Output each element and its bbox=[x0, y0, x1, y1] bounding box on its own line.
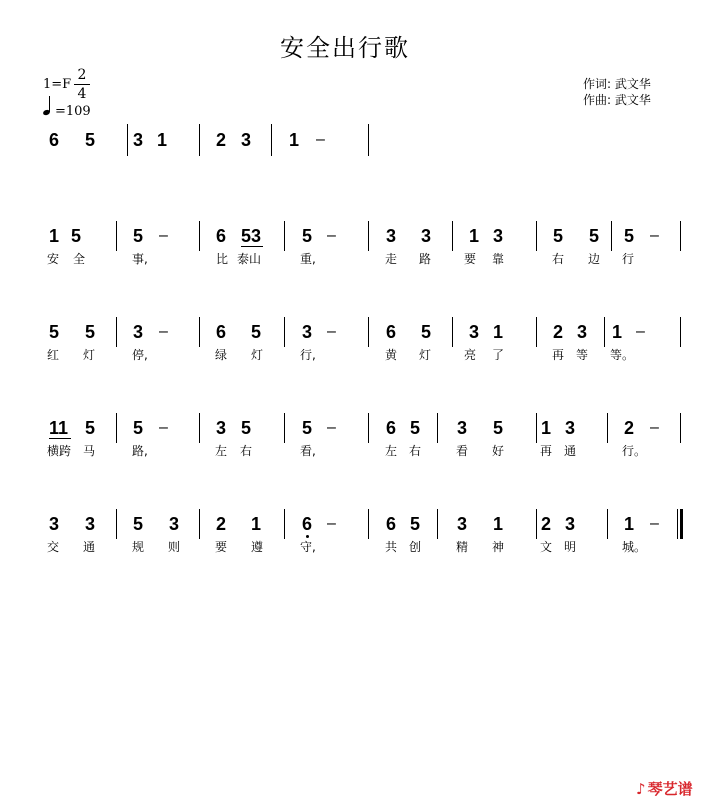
lyric: 左 bbox=[385, 444, 398, 458]
barline bbox=[368, 413, 369, 443]
note: 5 bbox=[302, 418, 313, 438]
lyric: 马 bbox=[83, 444, 96, 458]
time-signature-top: 2 bbox=[77, 67, 87, 83]
lyric: 绿 bbox=[215, 348, 228, 362]
lyric: 重, bbox=[300, 252, 316, 266]
note: 1 bbox=[624, 514, 635, 534]
note: 5 bbox=[85, 322, 96, 342]
lyric: 明 bbox=[564, 540, 577, 554]
note: 6 bbox=[302, 514, 313, 534]
barline bbox=[284, 317, 285, 347]
lyric: 神 bbox=[492, 540, 505, 554]
lyric: 右 bbox=[552, 252, 565, 266]
final-barline-thick bbox=[680, 509, 683, 539]
note: 5 bbox=[251, 322, 262, 342]
lyric: 红 bbox=[47, 348, 60, 362]
note: 3 bbox=[493, 226, 504, 246]
lyric: 等。 bbox=[610, 348, 635, 362]
barline bbox=[199, 221, 200, 251]
note: 3 bbox=[169, 514, 180, 534]
barline bbox=[284, 509, 285, 539]
barline bbox=[271, 124, 272, 156]
note: 6 bbox=[216, 322, 227, 342]
lyricist-credit: 作词: 武文华 bbox=[583, 77, 651, 91]
lyric: 文 bbox=[540, 540, 553, 554]
barline bbox=[536, 509, 537, 539]
note: 5 bbox=[85, 130, 96, 150]
note: 3 bbox=[421, 226, 432, 246]
lyric: 全 bbox=[73, 252, 86, 266]
note: 5 bbox=[133, 514, 144, 534]
barline bbox=[452, 221, 453, 251]
lyric: 了 bbox=[492, 348, 505, 362]
note: 5 bbox=[71, 226, 82, 246]
lyric: 路 bbox=[419, 252, 432, 266]
lyric: 创 bbox=[409, 540, 422, 554]
barline bbox=[536, 221, 537, 251]
time-signature-rule bbox=[74, 84, 90, 85]
dash: – bbox=[636, 323, 645, 340]
lyric: 黄 bbox=[385, 348, 398, 362]
note: 5 bbox=[410, 514, 421, 534]
note: 3 bbox=[469, 322, 480, 342]
dash: – bbox=[327, 515, 336, 532]
quarter-note-icon bbox=[43, 106, 55, 118]
lyric: 横跨 bbox=[47, 444, 72, 458]
watermark-text: 琴艺谱 bbox=[647, 780, 693, 798]
note: 5 bbox=[589, 226, 600, 246]
barline bbox=[452, 317, 453, 347]
dash: – bbox=[650, 515, 659, 532]
lyric: 好 bbox=[492, 444, 505, 458]
note: 1 bbox=[251, 514, 262, 534]
barline bbox=[199, 317, 200, 347]
note: 5 bbox=[410, 418, 421, 438]
lyric: 交 bbox=[47, 540, 60, 554]
lyric: 看, bbox=[300, 444, 316, 458]
lyric: 安 bbox=[47, 252, 60, 266]
lyric: 灯 bbox=[251, 348, 264, 362]
barline bbox=[437, 509, 438, 539]
note: 3 bbox=[216, 418, 227, 438]
lyric: 比 bbox=[216, 252, 229, 266]
barline bbox=[284, 413, 285, 443]
lyric: 看 bbox=[456, 444, 469, 458]
note: 1 bbox=[157, 130, 168, 150]
note: 3 bbox=[577, 322, 588, 342]
lyric: 规 bbox=[132, 540, 145, 554]
lyric: 等 bbox=[576, 348, 589, 362]
lyric: 通 bbox=[564, 444, 577, 458]
note: 2 bbox=[216, 514, 227, 534]
note: 5 bbox=[493, 418, 504, 438]
note: 5 bbox=[133, 418, 144, 438]
note: 1 bbox=[493, 514, 504, 534]
lyric: 灯 bbox=[419, 348, 432, 362]
barline bbox=[284, 221, 285, 251]
lyric: 守, bbox=[300, 540, 316, 554]
barline bbox=[116, 413, 117, 443]
lyric: 走 bbox=[385, 252, 398, 266]
note: 5 bbox=[624, 226, 635, 246]
music-note-logo-icon: ♪ bbox=[636, 780, 646, 798]
barline bbox=[116, 221, 117, 251]
lyric: 要 bbox=[464, 252, 477, 266]
barline bbox=[607, 413, 608, 443]
barline bbox=[604, 317, 605, 347]
lyric: 灯 bbox=[83, 348, 96, 362]
barline bbox=[199, 413, 200, 443]
note: 6 bbox=[216, 226, 227, 246]
note: 1 bbox=[612, 322, 623, 342]
barline bbox=[611, 221, 612, 251]
barline bbox=[437, 413, 438, 443]
dash: – bbox=[159, 323, 168, 340]
lyric: 再 bbox=[552, 348, 565, 362]
note: 1 bbox=[289, 130, 300, 150]
eighth-underline bbox=[49, 438, 71, 439]
barline bbox=[368, 221, 369, 251]
dash: – bbox=[650, 227, 659, 244]
lyric: 通 bbox=[83, 540, 96, 554]
lyric: 右 bbox=[240, 444, 253, 458]
lyric: 事, bbox=[132, 252, 148, 266]
lyric: 精 bbox=[456, 540, 469, 554]
note: 3 bbox=[49, 514, 60, 534]
barline bbox=[116, 509, 117, 539]
time-signature-bottom: 4 bbox=[77, 86, 87, 102]
barline bbox=[536, 317, 537, 347]
low-octave-dot bbox=[306, 535, 309, 538]
note: 2 bbox=[541, 514, 552, 534]
tempo-value: =109 bbox=[55, 104, 91, 119]
barline bbox=[680, 317, 681, 347]
note: 3 bbox=[457, 514, 468, 534]
lyric: 边 bbox=[588, 252, 601, 266]
dash: – bbox=[327, 419, 336, 436]
barline bbox=[127, 124, 128, 156]
dash: – bbox=[159, 227, 168, 244]
lyric: 亮 bbox=[464, 348, 477, 362]
note: 3 bbox=[241, 130, 252, 150]
dash: – bbox=[650, 419, 659, 436]
lyric: 再 bbox=[540, 444, 553, 458]
barline bbox=[368, 317, 369, 347]
credits bbox=[583, 76, 651, 108]
note: 5 bbox=[49, 322, 60, 342]
note: 3 bbox=[85, 514, 96, 534]
note: 5 bbox=[302, 226, 313, 246]
note: 1 bbox=[541, 418, 552, 438]
barline bbox=[680, 221, 681, 251]
note: 5 bbox=[85, 418, 96, 438]
dash: – bbox=[316, 131, 325, 148]
note: 6 bbox=[386, 514, 397, 534]
lyric: 遵 bbox=[251, 540, 264, 554]
barline bbox=[680, 413, 681, 443]
lyric: 行, bbox=[300, 348, 316, 362]
time-signature bbox=[74, 67, 90, 102]
note: 2 bbox=[553, 322, 564, 342]
barline bbox=[368, 124, 369, 156]
barline bbox=[199, 124, 200, 156]
watermark-logo bbox=[636, 778, 693, 799]
lyric: 共 bbox=[385, 540, 398, 554]
dash: – bbox=[327, 227, 336, 244]
note: 6 bbox=[49, 130, 60, 150]
note: 11 bbox=[49, 418, 69, 438]
note: 5 bbox=[241, 418, 252, 438]
note: 3 bbox=[565, 514, 576, 534]
dash: – bbox=[327, 323, 336, 340]
note: 2 bbox=[624, 418, 635, 438]
note: 2 bbox=[216, 130, 227, 150]
note: 5 bbox=[421, 322, 432, 342]
dash: – bbox=[159, 419, 168, 436]
lyric: 行 bbox=[622, 252, 635, 266]
note: 6 bbox=[386, 418, 397, 438]
barline bbox=[116, 317, 117, 347]
note: 3 bbox=[565, 418, 576, 438]
note: 5 bbox=[133, 226, 144, 246]
note: 3 bbox=[457, 418, 468, 438]
note: 3 bbox=[133, 130, 144, 150]
note: 3 bbox=[386, 226, 397, 246]
barline bbox=[368, 509, 369, 539]
lyric: 行。 bbox=[622, 444, 647, 458]
note: 53 bbox=[241, 226, 262, 246]
eighth-underline bbox=[241, 246, 263, 247]
barline bbox=[607, 509, 608, 539]
lyric: 则 bbox=[168, 540, 181, 554]
lyric: 城。 bbox=[622, 540, 647, 554]
lyric: 路, bbox=[132, 444, 148, 458]
lyric: 停, bbox=[132, 348, 148, 362]
barline bbox=[199, 509, 200, 539]
tempo-marking bbox=[43, 104, 91, 119]
note: 1 bbox=[469, 226, 480, 246]
note: 5 bbox=[553, 226, 564, 246]
lyric: 泰山 bbox=[237, 252, 262, 266]
note: 3 bbox=[302, 322, 313, 342]
lyric: 靠 bbox=[492, 252, 505, 266]
final-barline-thin bbox=[677, 509, 678, 539]
note: 6 bbox=[386, 322, 397, 342]
song-title: 安全出行歌 bbox=[280, 34, 410, 62]
note: 3 bbox=[133, 322, 144, 342]
lyric: 左 bbox=[215, 444, 228, 458]
note: 1 bbox=[49, 226, 60, 246]
key-signature: 1=F bbox=[43, 77, 72, 92]
lyric: 右 bbox=[409, 444, 422, 458]
composer-credit: 作曲: 武文华 bbox=[583, 93, 651, 107]
barline bbox=[536, 413, 537, 443]
note: 1 bbox=[493, 322, 504, 342]
lyric: 要 bbox=[215, 540, 228, 554]
